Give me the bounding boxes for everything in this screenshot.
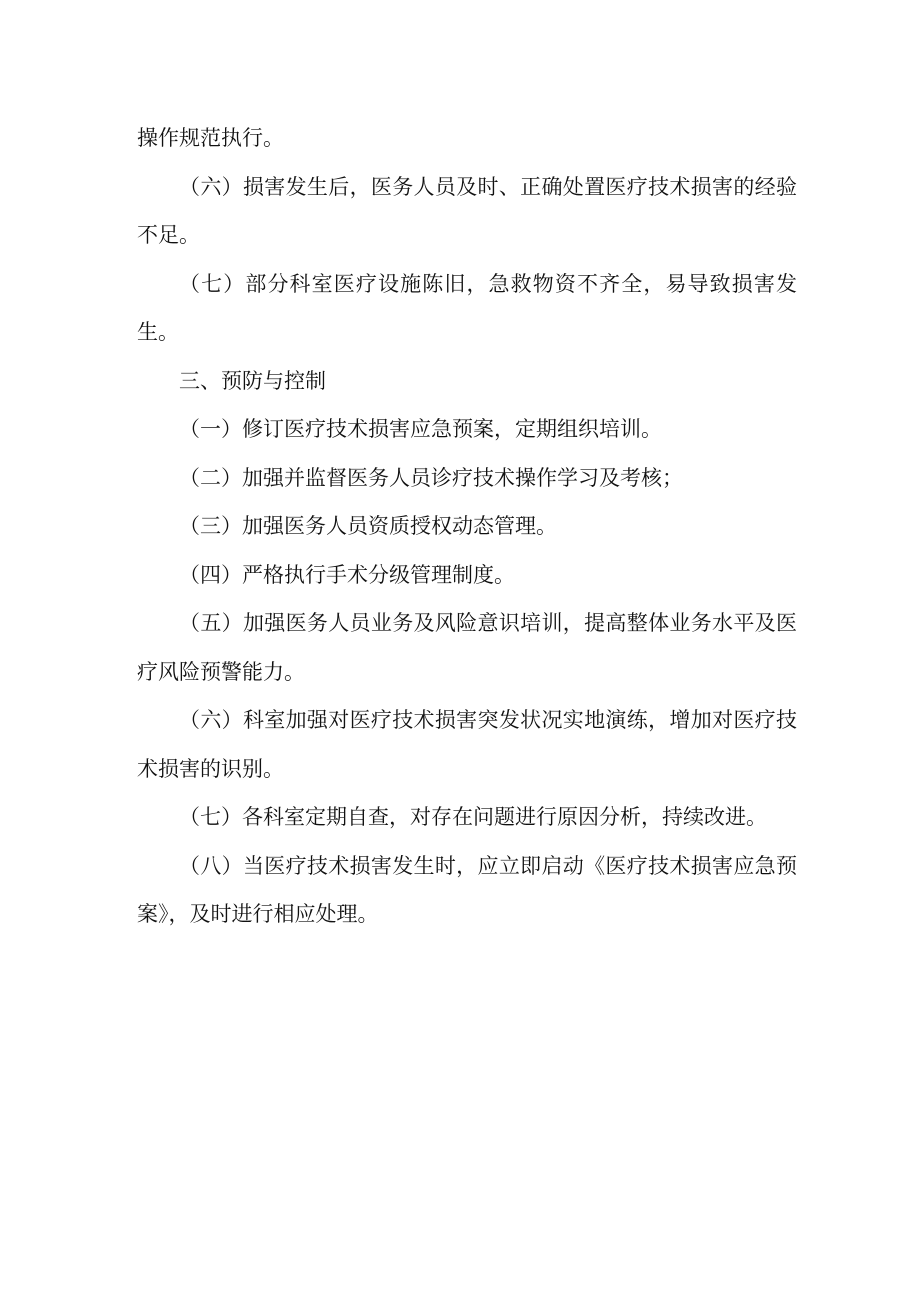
paragraph-item-2-measure: （二）加强并监督医务人员诊疗技术操作学习及考核； [179,465,683,490]
paragraph-continued: 操作规范执行。 [137,126,284,150]
section-heading-prevention: 三、预防与控制 [179,368,326,393]
paragraph-item-1-measure: （一）修订医疗技术损害应急预案，定期组织培训。 [179,417,662,441]
paragraph-item-6-measure: （六）科室加强对医疗技术损害突发状况实地演练，增加对医疗技术损害的识别。 [137,708,797,781]
document-body [137,114,797,939]
paragraph-item-7-measure: （七）各科室定期自查，对存在问题进行原因分析，持续改进。 [179,805,767,829]
paragraph-item-4-measure: （四）严格执行手术分级管理制度。 [179,562,515,587]
paragraph-item-7-risk: （七）部分科室医疗设施陈旧，急救物资不齐全，易导致损害发生。 [137,271,797,344]
paragraph-item-6-risk: （六）损害发生后，医务人员及时、正确处置医疗技术损害的经验不足。 [137,174,797,247]
paragraph-item-8-measure: （八）当医疗技术损害发生时，应立即启动《医疗技术损害应急预案》，及时进行相应处理。 [137,853,797,926]
paragraph-item-3-measure: （三）加强医务人员资质授权动态管理。 [179,514,557,538]
paragraph-item-5-measure: （五）加强医务人员业务及风险意识培训，提高整体业务水平及医疗风险预警能力。 [137,611,797,684]
